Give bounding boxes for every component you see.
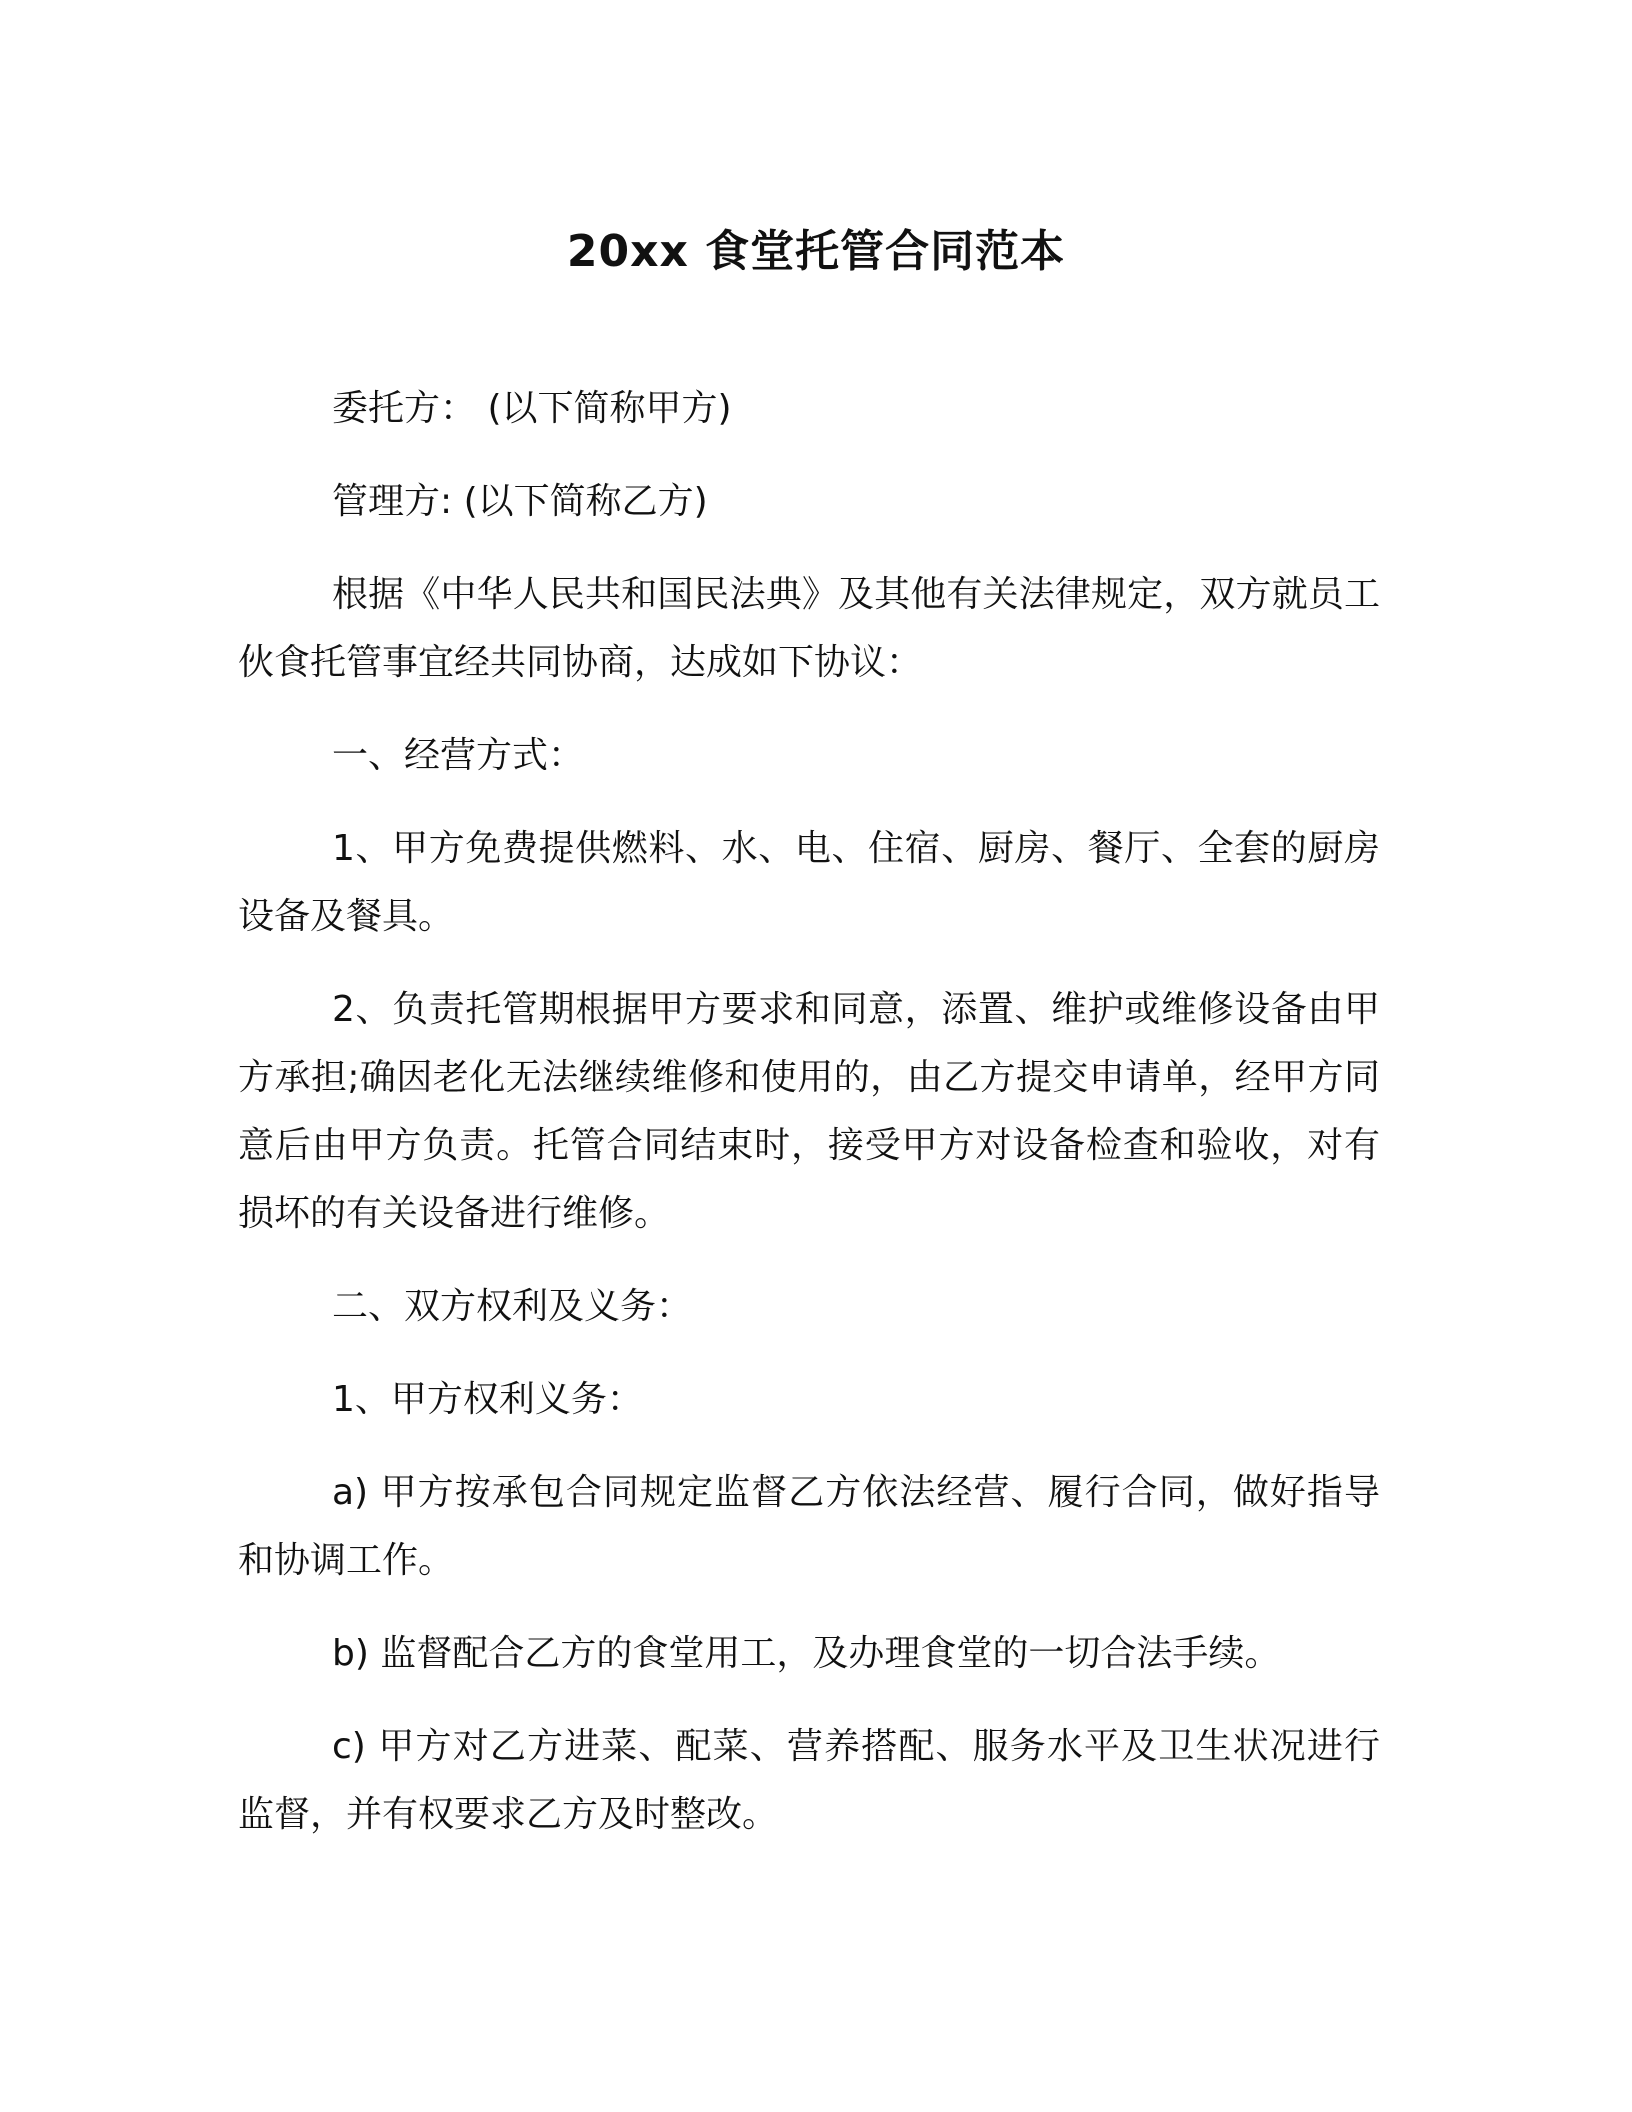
- document-title: 20xx 食堂托管合同范本: [566, 226, 1066, 277]
- subsection-heading-party-a: 1、甲方权利义务：: [332, 1379, 643, 1420]
- document-body: [238, 375, 1380, 1874]
- paragraph-entrusting-party: 委托方： (以下简称甲方): [332, 388, 732, 429]
- paragraph-preamble: 根据《中华人民共和国民法典》及其他有关法律规定，双方就员工伙食托管事宜经共同协商，达成如下协议：: [238, 574, 1380, 683]
- paragraph-managing-party: 管理方: (以下简称乙方): [332, 481, 708, 522]
- clause-1-2: 2、负责托管期根据甲方要求和同意，添置、维护或维修设备由甲方承担;确因老化无法继续维修和使用的，由乙方提交申请单，经甲方同意后由甲方负责。托管合同结束时，接受甲方对设备检查和验收，对有损坏的有关设备进行维修。: [238, 989, 1380, 1234]
- clause-1-1: 1、甲方免费提供燃料、水、电、住宿、厨房、餐厅、全套的厨房设备及餐具。: [238, 828, 1380, 937]
- clause-2-1-b: b) 监督配合乙方的食堂用工，及办理食堂的一切合法手续。: [332, 1633, 1281, 1674]
- section-heading-operation-mode: 一、经营方式：: [332, 735, 585, 776]
- clause-2-1-c: c) 甲方对乙方进菜、配菜、营养搭配、服务水平及卫生状况进行监督，并有权要求乙方及时整改。: [238, 1726, 1380, 1835]
- clause-2-1-a: a) 甲方按承包合同规定监督乙方依法经营、履行合同，做好指导和协调工作。: [238, 1472, 1380, 1581]
- section-heading-rights-obligations: 二、双方权利及义务：: [332, 1286, 693, 1327]
